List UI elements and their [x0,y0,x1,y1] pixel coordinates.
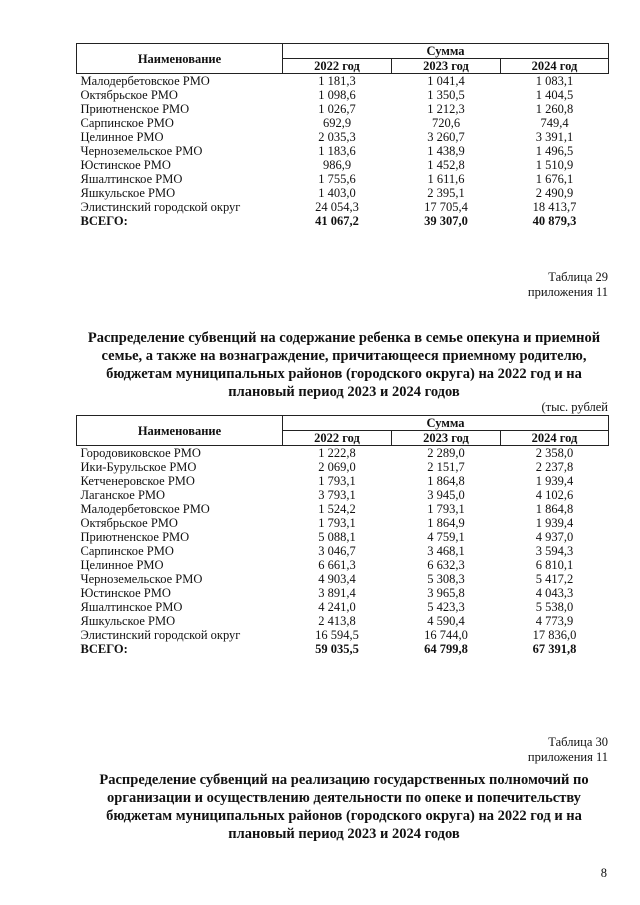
table-row [77,186,609,200]
table-row [77,502,609,516]
region-name-cell: Октябрьское РМО [80,516,178,530]
amount-cell: 1 496,5 [535,144,574,158]
amount-cell: 1 041,4 [427,74,465,88]
amount-cell: 5 088,1 [318,530,356,544]
amount-cell: 3 945,0 [427,488,465,502]
amount-cell: 1 524,2 [318,502,356,516]
amount-cell: 1 864,8 [427,474,465,488]
region-name-cell: Целинное РМО [80,130,164,144]
region-name-cell: Малодербетовское РМО [80,502,210,516]
amount-cell: 2 237,8 [535,460,574,474]
amount-cell: 2 289,0 [427,446,465,460]
amount-cell: 1 755,6 [318,172,356,186]
amount-cell: 24 054,3 [315,200,359,214]
amount-cell: 1 083,1 [535,74,574,88]
amount-cell: 3 594,3 [535,544,574,558]
region-name-cell: Элистинский городской округ [80,200,241,214]
region-name-cell: Яшкульское РМО [80,186,176,200]
region-name-cell: Городовиковское РМО [80,446,201,460]
amount-cell: 1 939,4 [535,474,574,488]
total-row [77,642,609,656]
year-header: 2022 год [283,431,392,446]
region-name-cell: Приютненское РМО [80,102,190,116]
table-row [77,158,609,172]
amount-cell: 749,4 [540,116,569,130]
amount-cell: 5 308,3 [427,572,465,586]
amount-cell: 1 212,3 [427,102,465,116]
amount-cell: 3 468,1 [427,544,465,558]
amount-cell: 2 069,0 [318,460,356,474]
amount-cell: 16 594,5 [315,628,359,642]
region-name-cell: Приютненское РМО [80,530,190,544]
sum-column-header: Сумма [283,416,609,431]
amount-cell: 6 632,3 [427,558,465,572]
amount-cell: 1 403,0 [318,186,356,200]
region-name-cell: Сарпинское РМО [80,544,174,558]
amount-cell: 17 705,4 [424,200,468,214]
region-name-cell: Юстинское РМО [80,586,171,600]
amount-cell: 1 510,9 [535,158,574,172]
amount-cell: 1 452,8 [427,158,465,172]
region-name-cell: Яшкульское РМО [80,614,176,628]
region-name-cell: Юстинское РМО [80,158,171,172]
amount-cell: 3 793,1 [318,488,356,502]
amount-cell: 3 965,8 [427,586,465,600]
table-row [77,130,609,144]
region-name-cell: Кетченеровское РМО [80,474,195,488]
amount-cell: 1 438,9 [427,144,465,158]
table-row [77,488,609,502]
region-name-cell: Яшалтинское РМО [80,172,183,186]
year-header: 2024 год [501,431,609,446]
total-amount: 41 067,2 [315,214,359,228]
amount-cell: 17 836,0 [532,628,577,642]
table-title: Распределение субвенций на содержание ребенка в семье опекуна и приемной семье, а также на вознаграждение, причитающееся приемному родителю, бюджетам муниципальных районов (городского округа) на 2022 год и на плановый период 2023 и 2024 годов [87,330,601,400]
amount-cell: 1 026,7 [318,102,356,116]
region-name-cell: Лаганское РМО [80,488,166,502]
total-amount: 40 879,3 [532,214,577,228]
table-row [77,74,609,89]
amount-cell: 4 937,0 [535,530,574,544]
amount-cell: 1 864,9 [427,516,465,530]
amount-cell: 1 793,1 [427,502,465,516]
name-column-header: Наименование [77,416,283,446]
amount-cell: 1 793,1 [318,516,356,530]
amount-cell: 2 395,1 [427,186,465,200]
amount-cell: 3 391,1 [535,130,574,144]
amount-cell: 5 538,0 [535,600,574,614]
sum-column-header: Сумма [283,44,609,59]
table-row [77,544,609,558]
year-header: 2023 год [392,59,501,74]
total-label: ВСЕГО: [80,214,128,228]
amount-cell: 1 793,1 [318,474,356,488]
subvention-table [76,415,609,656]
amount-cell: 6 810,1 [535,558,574,572]
amount-cell: 4 241,0 [318,600,356,614]
table-number: Таблица 30 [548,735,608,749]
year-header: 2024 год [501,59,609,74]
table-row [77,586,609,600]
amount-cell: 1 183,6 [318,144,356,158]
amount-cell: 1 404,5 [535,88,574,102]
amount-cell: 3 891,4 [318,586,356,600]
table-body [77,446,609,657]
amount-cell: 1 098,6 [318,88,356,102]
amount-cell: 3 260,7 [427,130,465,144]
table-row [77,172,609,186]
amount-cell: 1 939,4 [535,516,574,530]
amount-cell: 18 413,7 [532,200,577,214]
table-row [77,530,609,544]
page-number: 8 [600,866,607,880]
amount-cell: 4 759,1 [427,530,465,544]
region-name-cell: Малодербетовское РМО [80,74,210,88]
amount-cell: 1 864,8 [535,502,574,516]
table-row [77,614,609,628]
total-amount: 64 799,8 [424,642,468,656]
amount-cell: 4 102,6 [535,488,574,502]
amount-cell: 2 358,0 [535,446,574,460]
amount-cell: 5 417,2 [535,572,574,586]
amount-cell: 1 611,6 [427,172,465,186]
subvention-table-continued [76,43,609,228]
amount-cell: 1 260,8 [535,102,574,116]
units-label: (тыс. рублей [541,400,608,414]
table-row [77,460,609,474]
amount-cell: 2 035,3 [318,130,356,144]
amount-cell: 986,9 [322,158,352,172]
year-header: 2023 год [392,431,501,446]
region-name-cell: Черноземельское РМО [80,144,203,158]
total-amount: 67 391,8 [532,642,577,656]
region-name-cell: Черноземельское РМО [80,572,203,586]
year-header: 2022 год [283,59,392,74]
amount-cell: 4 903,4 [318,572,356,586]
amount-cell: 16 744,0 [424,628,468,642]
appendix-ref: приложения 11 [527,285,608,299]
table-number: Таблица 29 [548,270,608,284]
amount-cell: 1 181,3 [318,74,356,88]
region-name-cell: Яшалтинское РМО [80,600,183,614]
region-name-cell: Элистинский городской округ [80,628,241,642]
amount-cell: 720,6 [431,116,461,130]
amount-cell: 4 773,9 [535,614,574,628]
table-row [77,572,609,586]
table-title: Распределение субвенций на реализацию государственных полномочий по организации и осуществлению деятельности по опеке и попечительству бюджетам муниципальных районов (городского округа) на 2022 год и на плановый период 2023 и 2024 годов [99,772,589,842]
amount-cell: 3 046,7 [318,544,356,558]
table-caption [528,270,608,300]
table-row [77,88,609,102]
appendix-ref: приложения 11 [527,750,608,764]
table-row [77,102,609,116]
amount-cell: 1 350,5 [427,88,465,102]
amount-cell: 6 661,3 [318,558,356,572]
amount-cell: 1 222,8 [318,446,356,460]
table-row [77,558,609,572]
total-amount: 39 307,0 [424,214,468,228]
amount-cell: 4 043,3 [535,586,574,600]
table-row [77,516,609,530]
total-row [77,214,609,228]
name-column-header: Наименование [77,44,283,74]
table-row [77,474,609,488]
amount-cell: 1 676,1 [535,172,574,186]
table-caption [528,735,608,765]
total-amount: 59 035,5 [315,642,359,656]
region-name-cell: Целинное РМО [80,558,164,572]
region-name-cell: Ики-Бурульское РМО [80,460,197,474]
amount-cell: 5 423,3 [427,600,465,614]
table-row [77,116,609,130]
total-label: ВСЕГО: [80,642,128,656]
amount-cell: 692,9 [322,116,352,130]
table-row [77,144,609,158]
table-body [77,74,609,229]
amount-cell: 2 413,8 [318,614,356,628]
amount-cell: 2 151,7 [427,460,465,474]
table-row [77,600,609,614]
region-name-cell: Октябрьское РМО [80,88,178,102]
amount-cell: 2 490,9 [535,186,574,200]
region-name-cell: Сарпинское РМО [80,116,174,130]
table-row [77,446,609,461]
table-row [77,200,609,214]
table-row [77,628,609,642]
amount-cell: 4 590,4 [427,614,465,628]
